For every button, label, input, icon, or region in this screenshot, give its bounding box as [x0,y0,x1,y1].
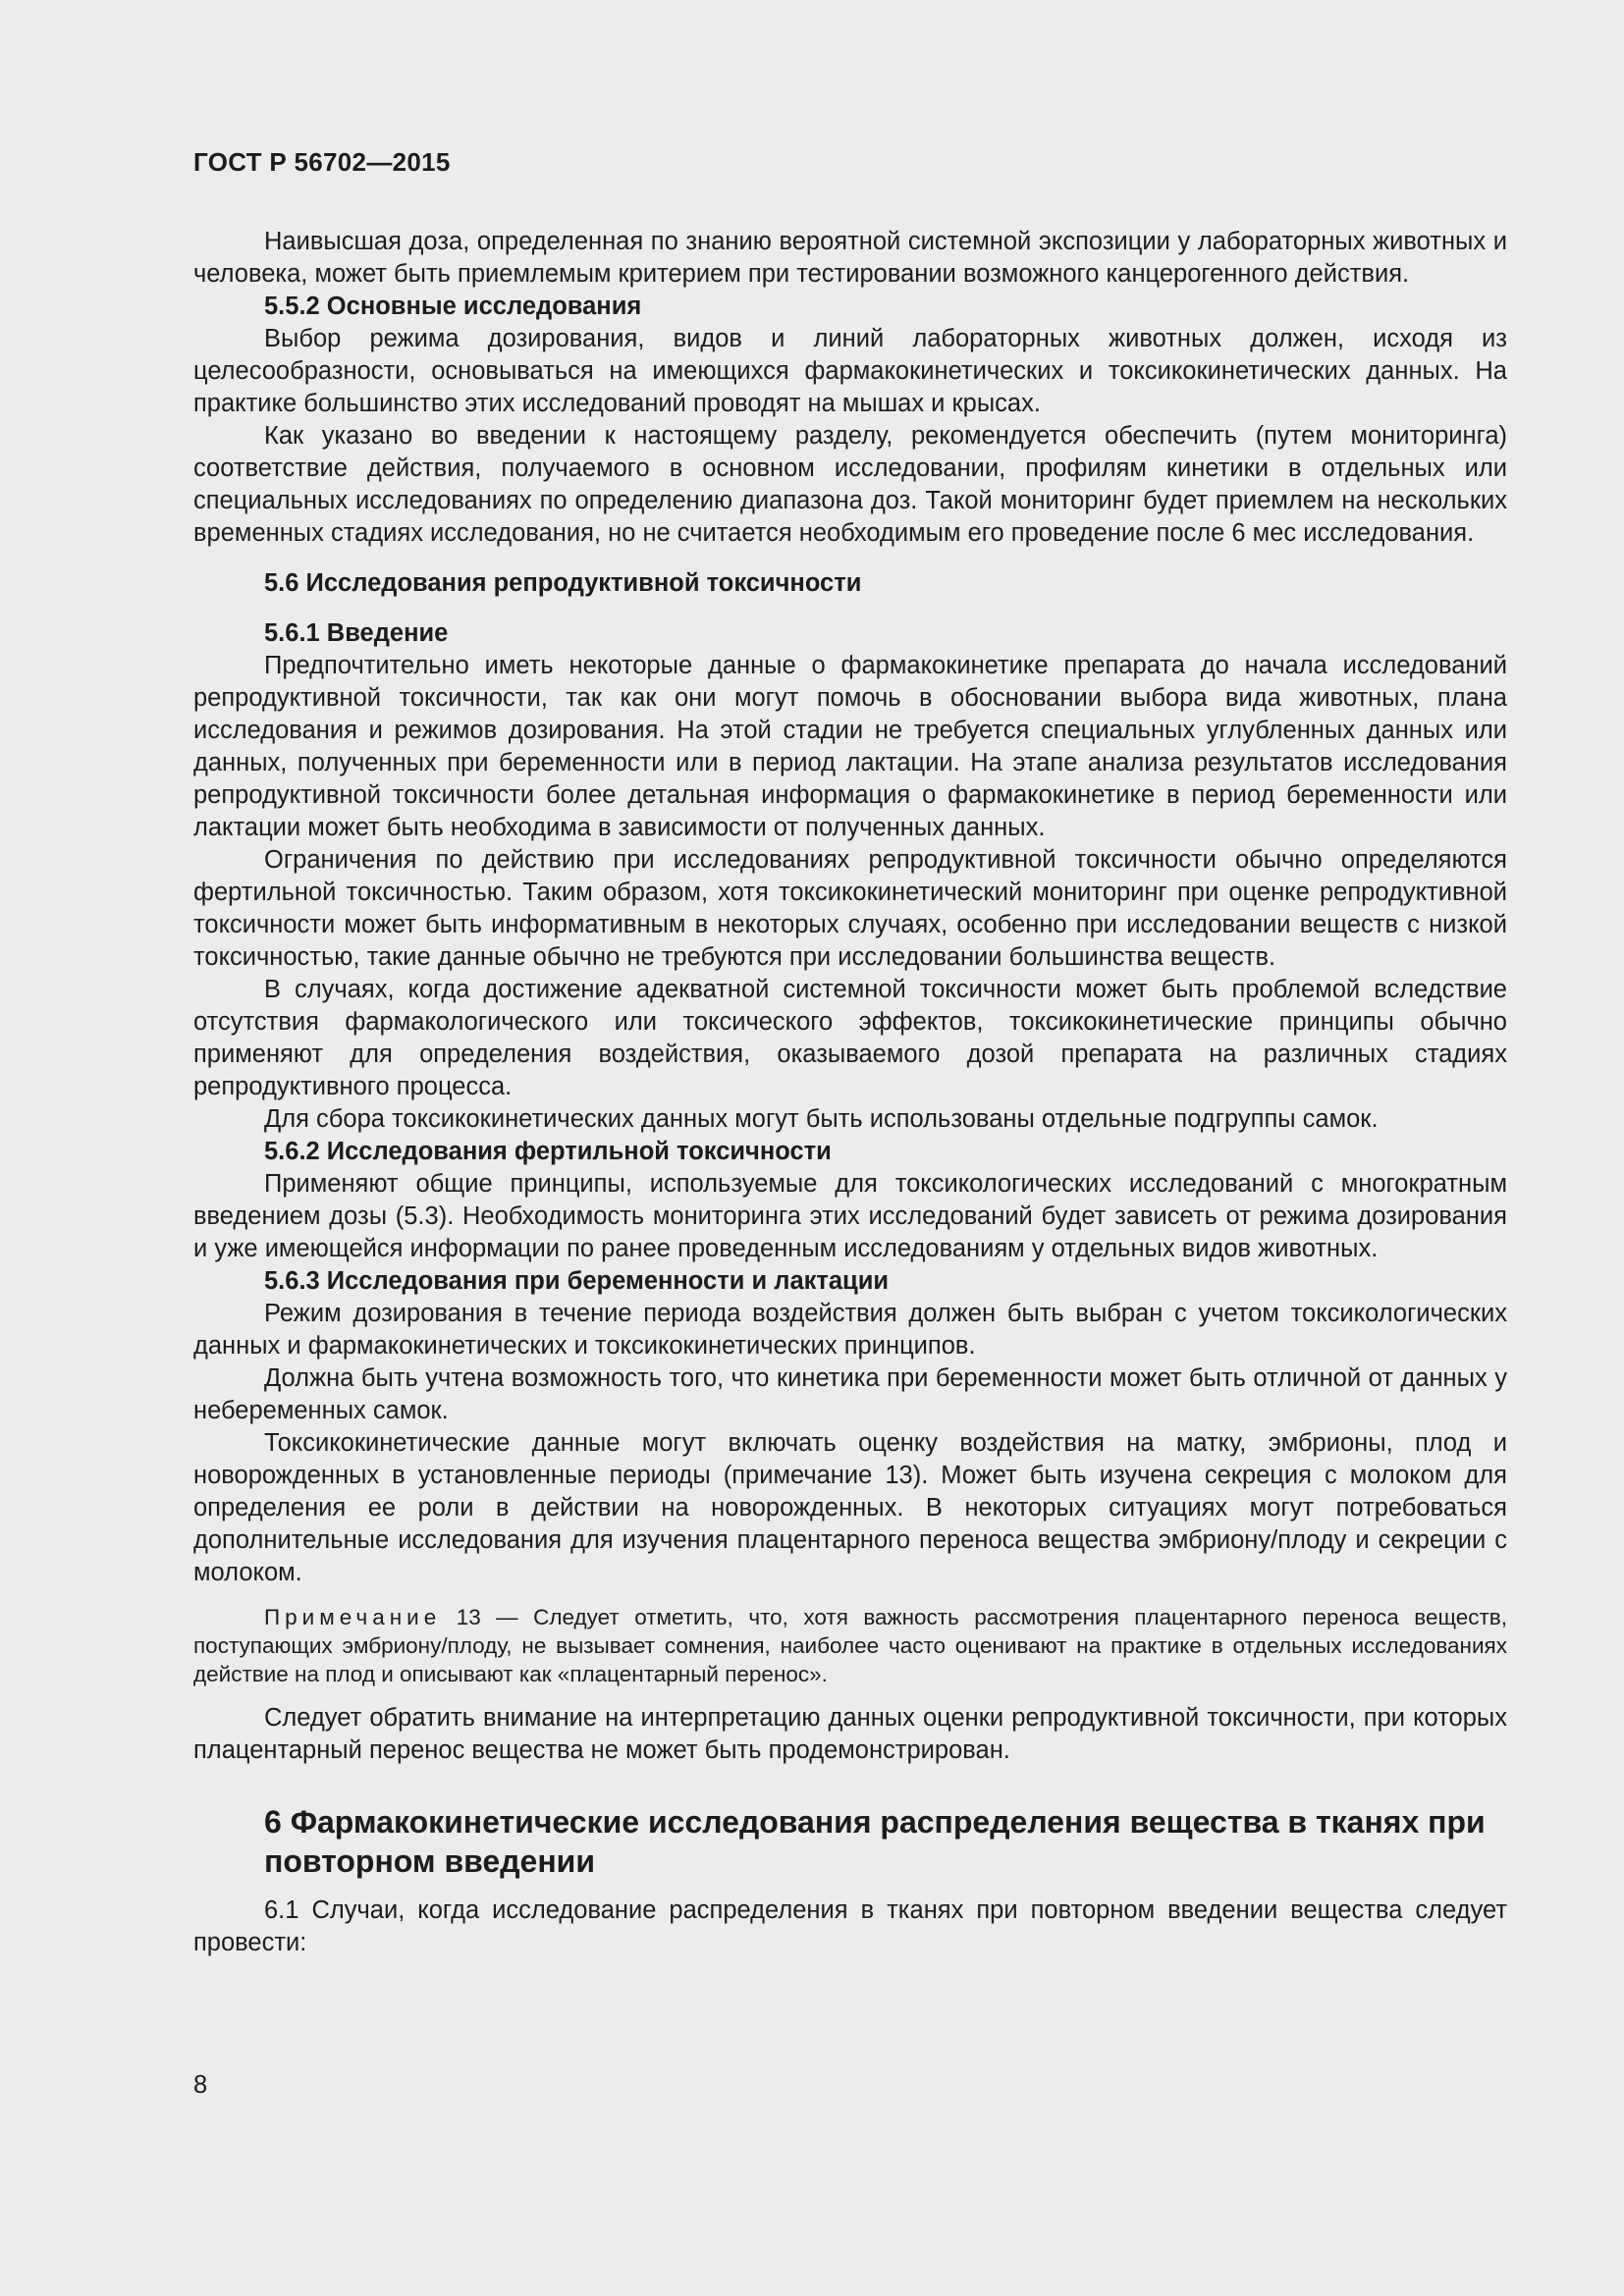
document-header: ГОСТ Р 56702—2015 [193,147,451,177]
section-heading-6: 6 Фармакокинетические исследования распределения вещества в тканях при повторном введении [264,1804,1486,1879]
note-13 [193,1603,1507,1688]
section-heading-5-5-2: 5.5.2 Основные исследования [264,293,642,320]
paragraph: Применяют общие принципы, используемые для токсикологических исследований с многократным введением дозы (5.3). Необходимость мониторинга этих исследований будет зависеть от режима дозирования и уже имеющейся информации по ранее проведенным исследованиям у отдельных видов животных. [193,1170,1507,1262]
paragraph: Выбор режима дозирования, видов и линий лабораторных животных должен, исходя из целесообразности, основываться на имеющихся фармакокинетических и токсикокинетических данных. На практике большинство этих исследований проводят на мышах и крысах. [193,325,1507,417]
section-heading-5-6-3: 5.6.3 Исследования при беременности и лактации [264,1267,890,1295]
document-body [193,226,1507,1959]
section-heading-5-6-2: 5.6.2 Исследования фертильной токсичности [264,1138,832,1165]
paragraph: 6.1 Случаи, когда исследование распределения в тканях при повторном введении вещества следует провести: [193,1896,1507,1956]
note-label: Примечание [264,1605,442,1629]
paragraph: Для сбора токсикокинетических данных могут быть использованы отдельные подгруппы самок. [264,1105,1379,1133]
paragraph: Режим дозирования в течение периода воздействия должен быть выбран с учетом токсикологических данных и фармакокинетических и токсикокинетических принципов. [193,1300,1507,1360]
page-number: 8 [193,2071,208,2099]
section-heading-5-6-1: 5.6.1 Введение [264,619,449,647]
paragraph: Наивысшая доза, определенная по знанию вероятной системной экспозиции у лабораторных животных и человека, может быть приемлемым критерием при тестировании возможного канцерогенного действия. [193,228,1507,288]
paragraph: Токсикокинетические данные могут включать оценку воздействия на матку, эмбрионы, плод и новорожденных в установленные периоды (примечание 13). Может быть изучена секреция с молоком для определения ее роли в действии на новорожденных. В некоторых ситуациях могут потребоваться дополнительные исследования для изучения плацентарного переноса вещества эмбриону/плоду и секреции с молоком. [193,1429,1507,1586]
paragraph: Следует обратить внимание на интерпретацию данных оценки репродуктивной токсичности, при которых плацентарный перенос вещества не может быть продемонстрирован. [193,1704,1507,1764]
paragraph: В случаях, когда достижение адекватной системной токсичности может быть проблемой вследствие отсутствия фармакологического или токсического эффектов, токсикокинетические принципы обычно применяют для определения воздействия, оказываемого дозой препарата на различных стадиях репродуктивного процесса. [193,976,1507,1100]
section-heading-5-6: 5.6 Исследования репродуктивной токсичности [264,569,862,597]
note-text: 13 — Следует отметить, что, хотя важность рассмотрения плацентарного переноса веществ, поступающих эмбриону/плоду, не вызывает сомнения, наиболее часто оценивают на практике в отдельных исследованиях действие на плод и описывают как «плацентарный перенос». [193,1605,1507,1686]
paragraph: Должна быть учтена возможность того, что кинетика при беременности может быть отличной от данных у небеременных самок. [193,1364,1507,1424]
paragraph: Предпочтительно иметь некоторые данные о фармакокинетике препарата до начала исследований репродуктивной токсичности, так как они могут помочь в обосновании выбора вида животных, плана исследования и режимов дозирования. На этой стадии не требуется специальных углубленных данных или данных, полученных при беременности или в период лактации. На этапе анализа результатов исследования репродуктивной токсичности более детальная информация о фармакокинетике в период беременности или лактации может быть необходима в зависимости от полученных данных. [193,652,1507,841]
paragraph: Как указано во введении к настоящему разделу, рекомендуется обеспечить (путем мониторинга) соответствие действия, получаемого в основном исследовании, профилям кинетики в отдельных или специальных исследованиях по определению диапазона доз. Такой мониторинг будет приемлем на нескольких временных стадиях исследования, но не считается необходимым его проведение после 6 мес исследования. [193,422,1507,547]
paragraph: Ограничения по действию при исследованиях репродуктивной токсичности обычно определяются фертильной токсичностью. Таким образом, хотя токсикокинетический мониторинг при оценке репродуктивной токсичности может быть информативным в некоторых случаях, особенно при исследовании веществ с низкой токсичностью, такие данные обычно не требуются при исследовании большинства веществ. [193,846,1507,971]
